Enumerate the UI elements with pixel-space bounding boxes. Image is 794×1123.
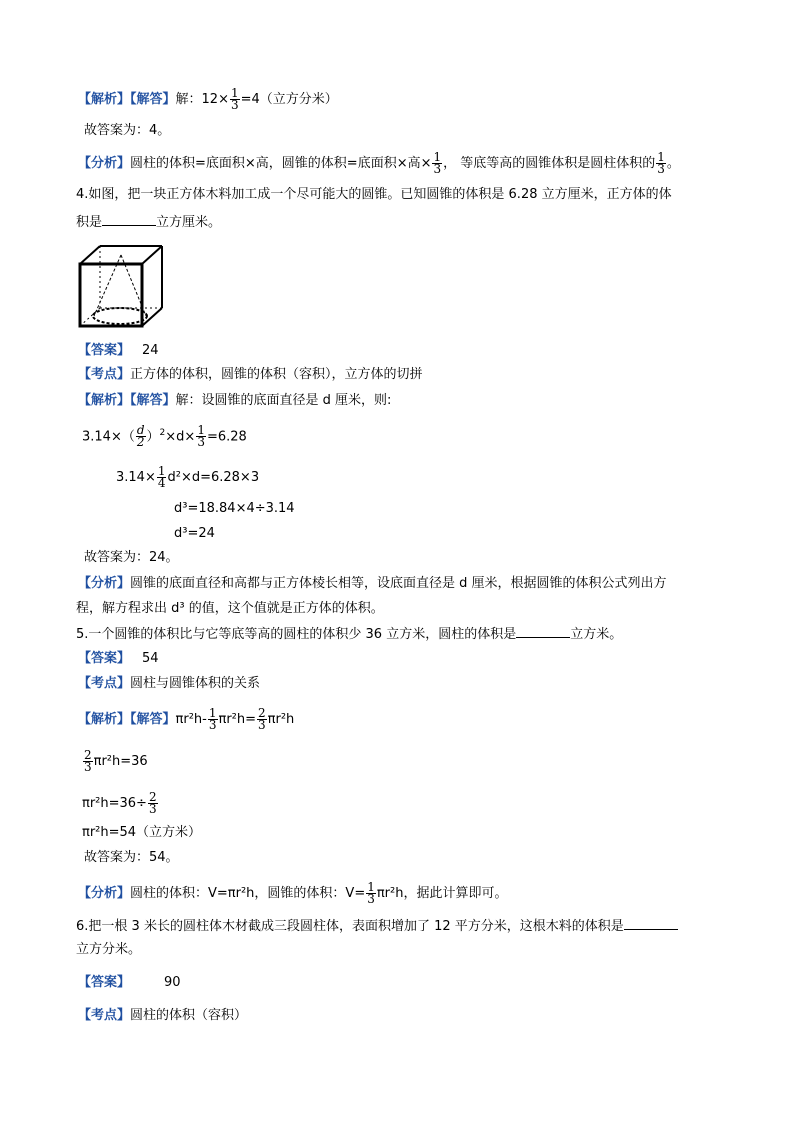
q4-eq1: 3.14×（ $\frac{d}{2}$ ）$^2$×d× $\frac{1}{3}$ =6.28 — [82, 423, 247, 450]
q4-final: 故答案为：24。 — [84, 550, 179, 565]
q4-analysis-line1 — [78, 575, 667, 593]
q5-kaodian: 圆柱与圆锥体积的关系 — [130, 676, 261, 691]
daan-tag: 【答案】 — [78, 343, 131, 358]
q6-question-line1: 6.把一根 3 米长的圆柱体木材截成三段圆柱体，表面积增加了 12 平方分米，这根木料的体积是 — [76, 916, 678, 936]
fenxi-tag: 【分析】 — [78, 886, 131, 901]
q4-q-pre: 积是 — [76, 215, 103, 230]
fraction-one-third: $\frac{1}{3}$ — [657, 150, 665, 176]
fraction-one-third: $\frac{1}{3}$ — [433, 150, 442, 176]
q3-answer: 故答案为：4。 — [84, 123, 171, 138]
q3-solution-line — [78, 88, 338, 111]
q4-eq4: d³=24 — [174, 526, 215, 541]
fraction-one-third: $\frac{1}{3}$ — [208, 706, 217, 732]
q4-answer-line — [78, 342, 159, 360]
fraction-two-thirds: $\frac{2}{3}$ — [258, 706, 266, 732]
jiexi-tag: 【解析】 — [78, 712, 131, 727]
q5-answer-value: 54 — [142, 651, 159, 666]
q4-analysis-text1: 圆锥的底面直径和高都与正方体棱长相等，设底面直径是 d 厘米，根据圆锥的体积公式列出方 — [130, 576, 667, 591]
q5-final: 故答案为：54。 — [84, 850, 179, 865]
q4-eq3: d³=18.84×4÷3.14 — [174, 501, 295, 516]
q5-analysis-line: 【分析】圆柱的体积：V=πr²h，圆锥的体积：V= $\frac{1}{3}$ πr²h，据此计算即可。 — [78, 880, 508, 906]
q5-eq2: πr²h=36÷ $\frac{2}{3}$ — [82, 790, 157, 816]
fraction-two-thirds: $\frac{2}{3}$ — [84, 748, 92, 774]
jiexi-tag: 【解析】 — [78, 92, 131, 107]
q5-kaodian-line — [78, 675, 260, 693]
q4-question-line2 — [76, 212, 221, 232]
kaodian-tag: 【考点】 — [78, 676, 131, 691]
q4-question-line1: 4.如图，把一块正方体木料加工成一个尽可能大的圆锥。已知圆锥的体积是 6.28 立方厘米，正方体的体 — [76, 187, 672, 202]
q3-solve-pre: 解：12× — [175, 92, 229, 107]
fraction-one-third: $\frac{1}{3}$ — [197, 423, 205, 450]
jieda-tag: 【解答】 — [130, 712, 176, 727]
answer-blank — [516, 624, 570, 638]
q4-kaodian: 正方体的体积，圆锥的体积（容积），立方体的切拼 — [130, 367, 423, 382]
kaodian-tag: 【考点】 — [78, 1008, 131, 1023]
q5-question: 5.一个圆锥的体积比与它等底等高的圆柱的体积少 36 立方米，圆柱的体积是 立方米。 — [76, 624, 622, 644]
q5-solution-line: 【解析】【解答】πr²h- $\frac{1}{3}$ πr²h= $\frac{2}{3}$ πr²h — [78, 706, 295, 732]
q6-kaodian: 圆柱的体积（容积） — [130, 1008, 248, 1023]
fenxi-tag: 【分析】 — [78, 576, 131, 591]
q3-analysis-pre: 圆柱的体积=底面积×高，圆锥的体积=底面积×高× — [130, 156, 432, 171]
q5-eq3: πr²h=54（立方米） — [82, 825, 202, 840]
q4-answer-value: 24 — [142, 343, 159, 358]
q4-analysis-line2: 程，解方程求出 d³ 的值，这个值就是正方体的体积。 — [76, 601, 384, 616]
q6-answer-value: 90 — [164, 975, 181, 990]
jieda-tag: 【解答】 — [130, 393, 176, 408]
fraction-one-third: $\frac{1}{3}$ — [367, 880, 375, 906]
cube-with-cone-figure — [78, 240, 166, 330]
daan-tag: 【答案】 — [78, 975, 131, 990]
q5-answer-line — [78, 650, 159, 668]
fraction-one-fourth: $\frac{1}{4}$ — [157, 464, 166, 490]
q3-analysis-post: 。 — [666, 156, 680, 171]
fraction-d-over-2: $\frac{d}{2}$ — [136, 423, 145, 450]
jiexi-tag: 【解析】 — [78, 393, 131, 408]
q4-q-post: 立方厘米。 — [156, 215, 222, 230]
q4-eq2: 3.14× $\frac{1}{4}$ d²×d=6.28×3 — [116, 464, 260, 490]
q3-analysis — [78, 152, 680, 175]
q6-kaodian-line — [78, 1007, 247, 1025]
q3-solve-post: =4（立方分米） — [240, 92, 338, 107]
kaodian-tag: 【考点】 — [78, 367, 131, 382]
q4-solve: 解：设圆锥的底面直径是 d 厘米，则: — [175, 393, 392, 408]
jieda-tag: 【解答】 — [130, 92, 176, 107]
fraction-two-thirds: $\frac{2}{3}$ — [148, 790, 157, 816]
q6-question-line2: 立方分米。 — [76, 942, 142, 957]
answer-blank — [102, 212, 156, 226]
q3-analysis-mid: ， 等底等高的圆锥体积是圆柱体积的 — [443, 156, 656, 171]
fraction-one-third: $\frac{1}{3}$ — [230, 86, 239, 112]
q4-kaodian-line — [78, 366, 423, 384]
fenxi-tag: 【分析】 — [78, 156, 131, 171]
q6-answer-line — [78, 974, 181, 992]
answer-blank — [624, 916, 678, 930]
daan-tag: 【答案】 — [78, 651, 131, 666]
q5-eq1: $\frac{2}{3}$ πr²h=36 — [84, 748, 148, 774]
q4-solution-line — [78, 392, 391, 410]
